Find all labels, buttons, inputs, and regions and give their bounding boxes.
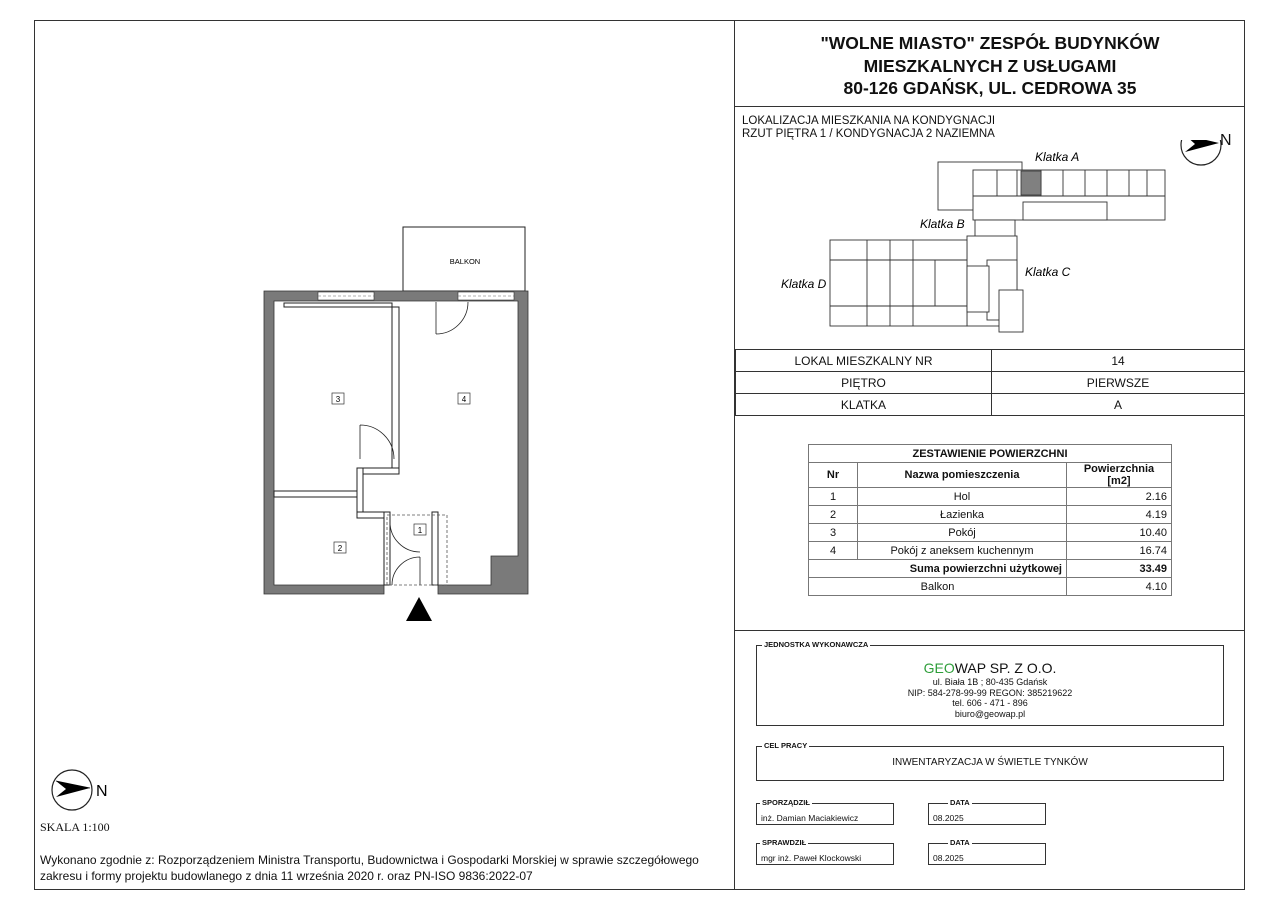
- unit-number-value: 14: [992, 350, 1245, 372]
- company-email: biuro@geowap.pl: [954, 708, 1026, 719]
- table-row: [809, 506, 1172, 524]
- date-label-2: DATA: [950, 838, 970, 847]
- table-row: [736, 350, 1245, 372]
- location-line-1: LOKALIZACJA MIESZKANIA NA KONDYGNACJI: [742, 115, 996, 127]
- highlighted-unit-14: [1021, 171, 1041, 195]
- date-box-2: [928, 843, 1046, 865]
- key-plan-north-label: N: [1220, 132, 1232, 149]
- sum-label: Suma powierzchni użytkowej: [809, 560, 1067, 578]
- row-nr: 1: [809, 488, 858, 506]
- room-number-4: 4: [461, 395, 467, 404]
- area-table: [808, 444, 1172, 596]
- row-area: 16.74: [1067, 542, 1172, 560]
- area-header-nr: Nr: [809, 463, 858, 488]
- room-number-3: 3: [335, 395, 341, 404]
- entrance-arrow-icon: [406, 597, 432, 621]
- date-box-1: [928, 803, 1046, 825]
- klatka-c-label: Klatka C: [1025, 265, 1071, 279]
- prepared-label: SPORZĄDZIŁ: [762, 798, 810, 807]
- project-title: [735, 32, 1245, 100]
- company-name-accent: GEO: [923, 660, 955, 676]
- title-line-2: MIESZKALNYCH Z USŁUGAMI: [863, 55, 1117, 76]
- sum-value: 33.49: [1067, 560, 1172, 578]
- prepared-by: inż. Damian Maciakiewicz: [761, 813, 859, 823]
- doors: [360, 302, 468, 585]
- company-section-label: JEDNOSTKA WYKONAWCZA: [764, 640, 869, 649]
- title-line-3: 80-126 GDAŃSK, UL. CEDROWA 35: [843, 78, 1137, 98]
- klatka-b-label: Klatka B: [920, 217, 965, 231]
- room-number-2: 2: [337, 544, 343, 553]
- klatka-d-label: Klatka D: [781, 277, 827, 291]
- company-name: [757, 660, 1223, 676]
- title-line-1: "WOLNE MIASTO" ZESPÓŁ BUDYNKÓW: [820, 33, 1160, 53]
- purpose-label: CEL PRACY: [764, 741, 808, 750]
- table-row: [736, 372, 1245, 394]
- floor-label: PIĘTRO: [736, 372, 992, 394]
- room-number-1: 1: [417, 526, 423, 535]
- footnote: [40, 852, 740, 884]
- staircase-value: A: [992, 394, 1245, 416]
- row-area: 4.19: [1067, 506, 1172, 524]
- company-box: [756, 645, 1224, 726]
- interior-walls: [274, 303, 438, 585]
- floor-value: PIERWSZE: [992, 372, 1245, 394]
- table-row: [736, 394, 1245, 416]
- north-label: N: [96, 783, 108, 800]
- table-row: [809, 578, 1172, 596]
- date-label-1: DATA: [950, 798, 970, 807]
- footnote-line-1: Wykonano zgodnie z: Rozporządzeniem Ministra Transportu, Budownictwa i Gospodarki Morskiej w sprawie szczegółowego: [40, 853, 699, 867]
- purpose-value: INWENTARYZACJA W ŚWIETLE TYNKÓW: [892, 757, 1088, 768]
- scale-label: SKALA 1:100: [40, 820, 110, 834]
- checked-label: SPRAWDZIŁ: [762, 838, 807, 847]
- company-name-rest: WAP SP. Z O.O.: [954, 660, 1057, 676]
- title-divider: [735, 106, 1245, 107]
- location-line-2: RZUT PIĘTRA 1 / KONDYGNACJA 2 NAZIEMNA: [742, 128, 995, 140]
- company-phone: tel. 606 - 471 - 896: [952, 698, 1028, 708]
- checked-by: mgr inż. Paweł Klockowski: [761, 853, 862, 863]
- unit-info-table: [735, 349, 1245, 416]
- row-area: 10.40: [1067, 524, 1172, 542]
- date-value-2: 08.2025: [933, 853, 964, 863]
- row-name: Łazienka: [858, 506, 1067, 524]
- company-ids: NIP: 584-278-99-99 REGON: 385219622: [907, 687, 1073, 698]
- purpose-box: [756, 746, 1224, 781]
- staircase-label: KLATKA: [736, 394, 992, 416]
- area-header-area: Powierzchnia [m2]: [1067, 463, 1172, 488]
- balcony-area-value: 4.10: [1067, 578, 1172, 596]
- table-row: [809, 560, 1172, 578]
- row-area: 2.16: [1067, 488, 1172, 506]
- row-name: Hol: [858, 488, 1067, 506]
- company-divider: [735, 630, 1245, 631]
- klatka-a-label: Klatka A: [1035, 150, 1080, 164]
- key-plan-north-icon: [1181, 140, 1221, 165]
- area-table-title: ZESTAWIENIE POWIERZCHNI: [809, 445, 1172, 463]
- company-address: ul. Biała 1B ; 80-435 Gdańsk: [932, 677, 1048, 687]
- building-key-plan: [735, 140, 1245, 348]
- table-row: [809, 488, 1172, 506]
- row-nr: 4: [809, 542, 858, 560]
- area-header-name: Nazwa pomieszczenia: [858, 463, 1067, 488]
- row-name: Pokój z aneksem kuchennym: [858, 542, 1067, 560]
- north-arrow-icon: [52, 770, 92, 810]
- table-row: [809, 542, 1172, 560]
- footnote-line-2: zakresu i formy projektu budowlanego z dnia 11 września 2020 r. oraz PN-ISO 9836:2022-07: [40, 869, 533, 883]
- table-row: [809, 524, 1172, 542]
- balcony-label: BALKON: [449, 257, 481, 266]
- date-value-1: 08.2025: [933, 813, 964, 823]
- row-name: Pokój: [858, 524, 1067, 542]
- row-nr: 2: [809, 506, 858, 524]
- unit-number-label: LOKAL MIESZKALNY NR: [736, 350, 992, 372]
- balcony-area-label: Balkon: [809, 578, 1067, 596]
- row-nr: 3: [809, 524, 858, 542]
